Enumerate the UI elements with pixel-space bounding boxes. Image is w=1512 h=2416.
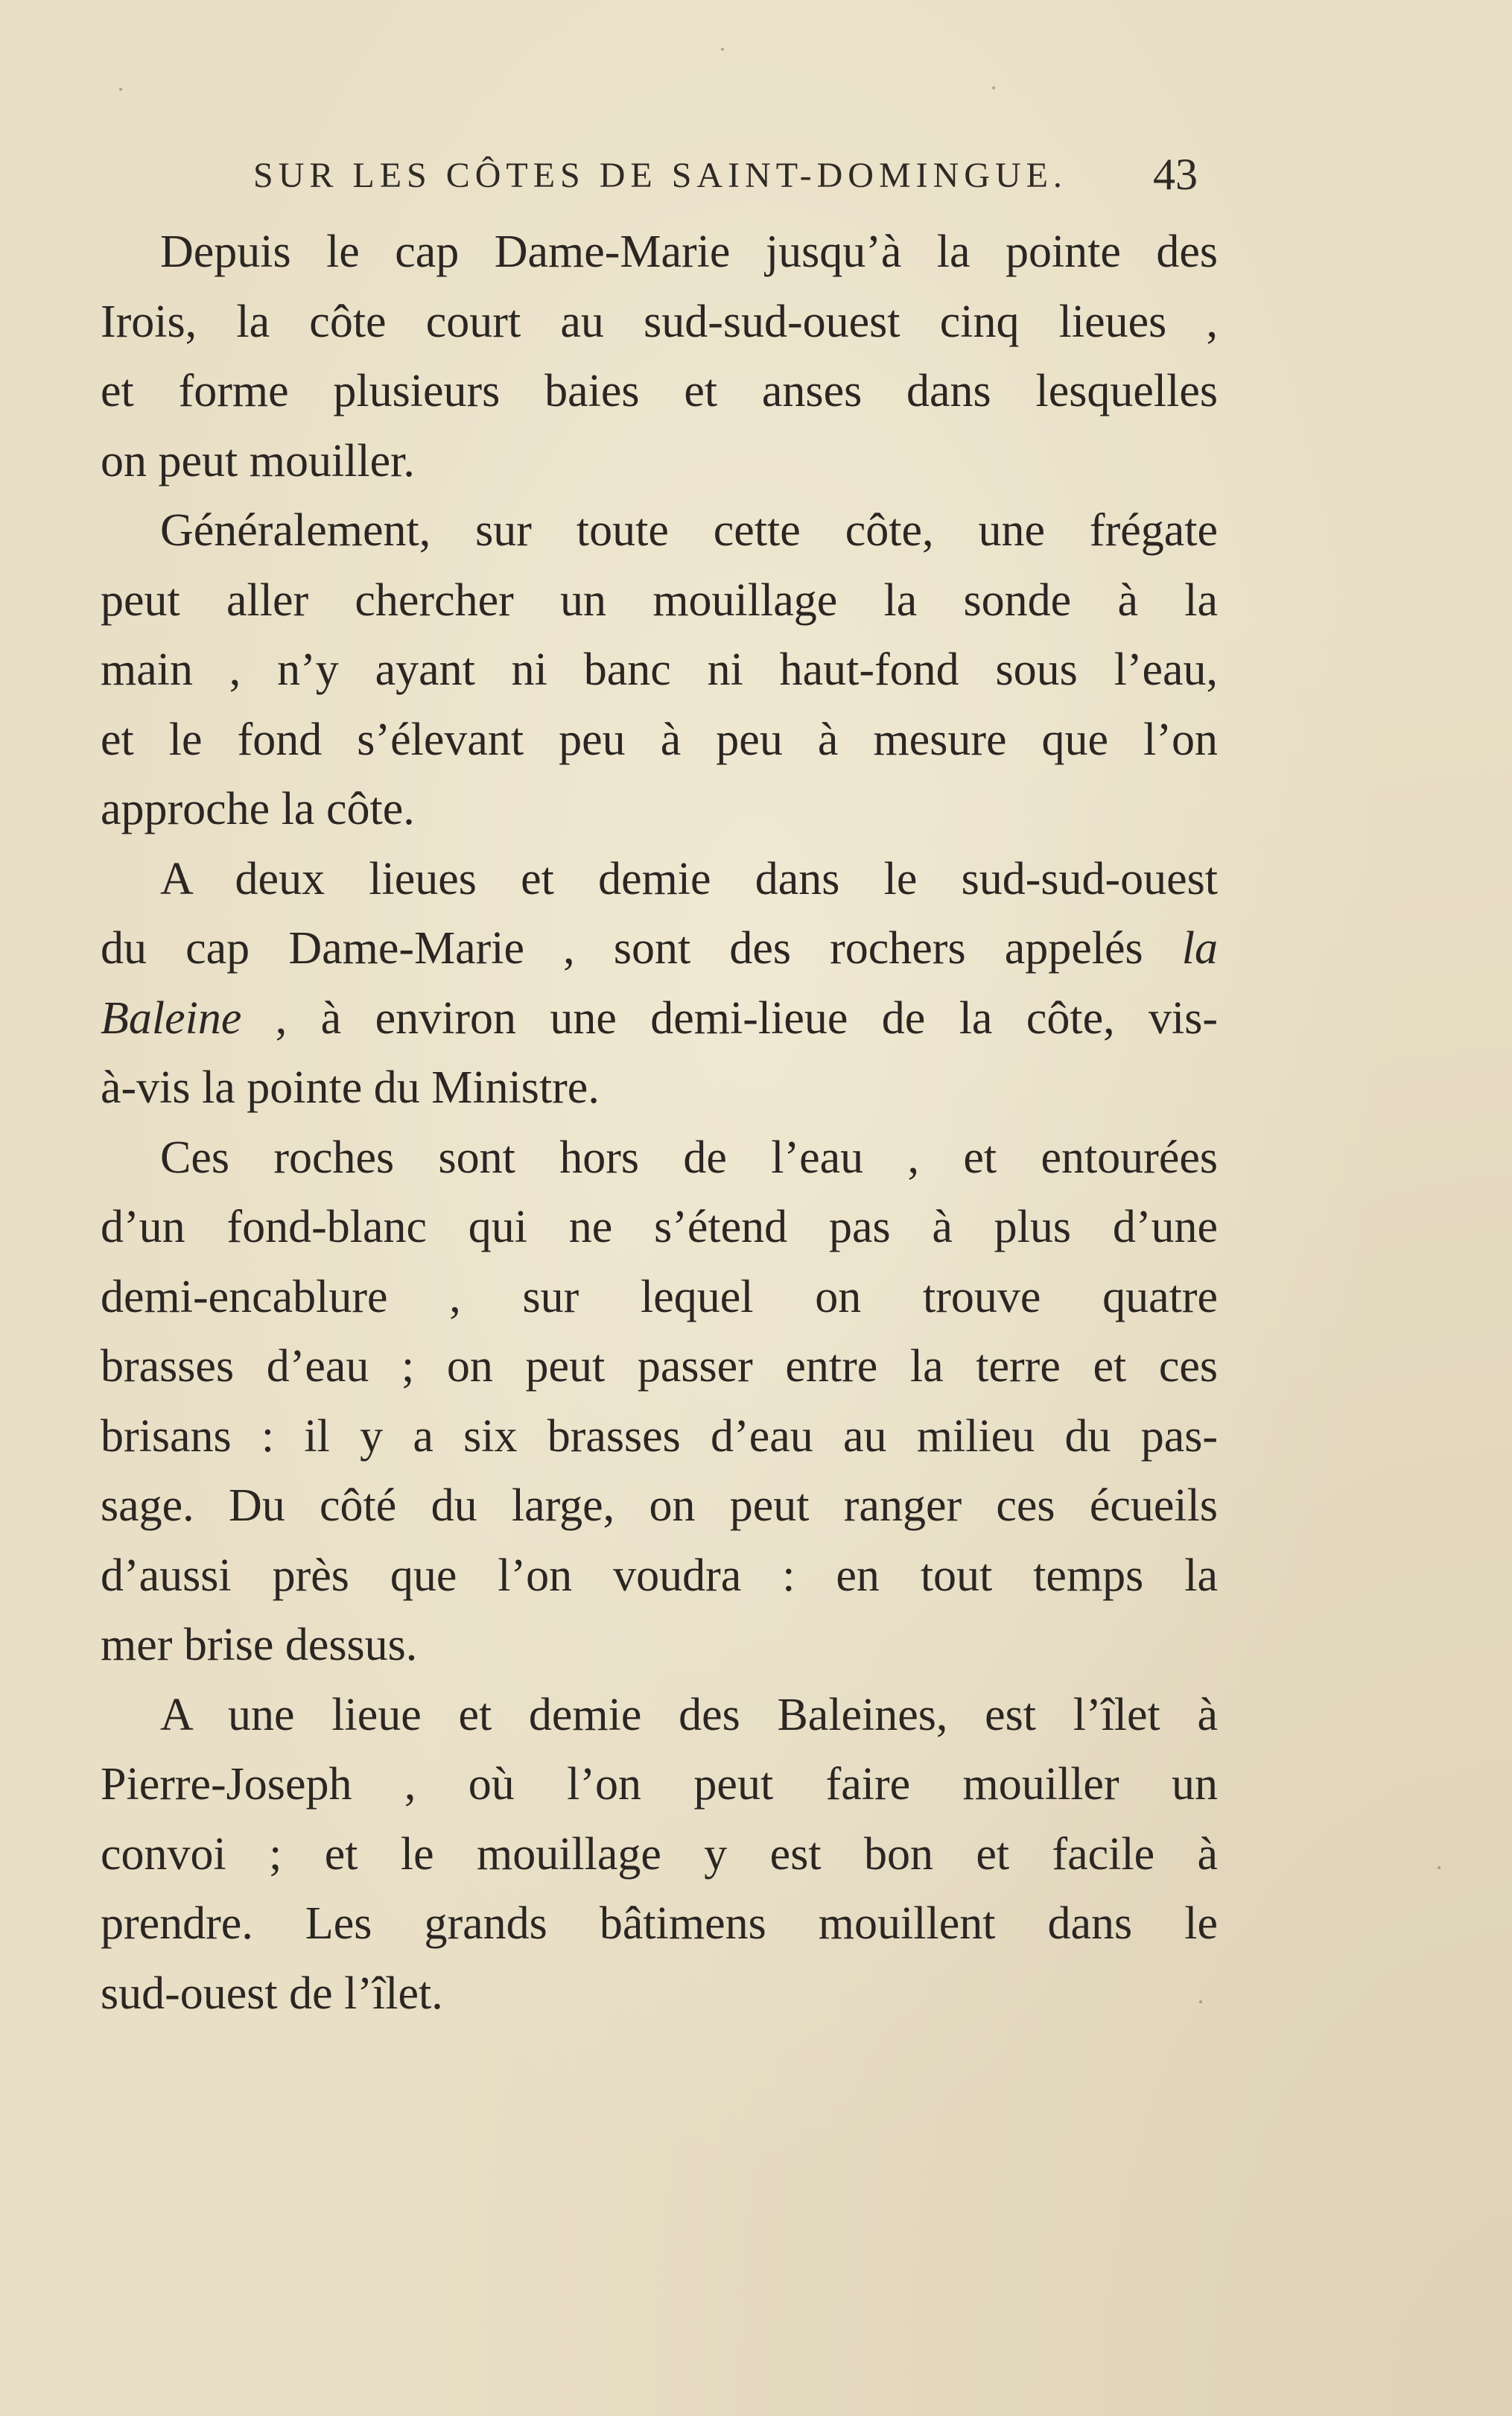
text-segment: , à environ une demi-lieue de la côte, vis-	[241, 992, 1218, 1044]
body-text	[101, 218, 1218, 2029]
paper-speck	[1199, 2000, 1202, 2003]
paragraph-2	[101, 496, 1218, 845]
running-title: SUR LES CÔTES DE SAINT-DOMINGUE.	[253, 156, 1067, 195]
paper-speck	[721, 48, 724, 51]
italic-text: Baleine	[101, 992, 242, 1044]
text-line: peut aller chercher un mouillage la sonde à la	[101, 574, 1218, 626]
text-line: Généralement, sur toute cette côte, une frégate	[160, 505, 1218, 556]
text-line: demi-encablure , sur lequel on trouve quatre	[101, 1271, 1218, 1322]
paragraph-5	[101, 1681, 1218, 2029]
text-line: main , n’y ayant ni banc ni haut-fond sous l’eau,	[101, 644, 1218, 695]
text-line: Pierre-Joseph , où l’on peut faire mouiller un	[101, 1759, 1218, 1810]
text-line: brisans : il y a six brasses d’eau au milieu du pas-	[101, 1410, 1218, 1462]
text-line	[101, 984, 1218, 1054]
text-line: à-vis la pointe du Ministre.	[101, 1062, 600, 1113]
text-line: A une lieue et demie des Baleines, est l’îlet à	[160, 1689, 1218, 1740]
text-line: prendre. Les grands bâtimens mouillent dans le	[101, 1898, 1218, 1949]
text-line: d’un fond-blanc qui ne s’étend pas à plus d’une	[101, 1202, 1218, 1252]
text-line	[101, 914, 1218, 984]
text-line: Depuis le cap Dame-Marie jusqu’à la pointe des	[160, 226, 1218, 277]
text-line: brasses d’eau ; on peut passer entre la terre et ces	[101, 1341, 1218, 1392]
text-line: et le fond s’élevant peu à peu à mesure que l’on	[101, 714, 1218, 765]
italic-text: la	[1181, 923, 1218, 974]
text-line: on peut mouiller.	[101, 435, 415, 486]
paragraph-1	[101, 218, 1218, 496]
text-line: sage. Du côté du large, on peut ranger ces écueils	[101, 1480, 1218, 1531]
page-number: 43	[1153, 150, 1198, 199]
text-line: mer brise dessus.	[101, 1620, 418, 1670]
text-line: A deux lieues et demie dans le sud-sud-ouest	[160, 853, 1218, 904]
paper-speck	[992, 86, 995, 89]
paper-speck	[119, 88, 122, 91]
text-line: Ces roches sont hors de l’eau , et entourées	[160, 1132, 1218, 1183]
paper-speck	[1438, 1866, 1440, 1869]
text-line: convoi ; et le mouillage y est bon et facile à	[101, 1828, 1218, 1880]
text-segment: du cap Dame-Marie , sont des rochers appelés	[101, 923, 1182, 974]
text-line: d’aussi près que l’on voudra : en tout temps la	[101, 1550, 1218, 1601]
text-line: et forme plusieurs baies et anses dans lesquelles	[101, 366, 1218, 416]
paragraph-4	[101, 1123, 1218, 1681]
text-line: Irois, la côte court au sud-sud-ouest cinq lieues ,	[101, 296, 1218, 347]
paragraph-3	[101, 845, 1218, 1123]
text-line: approche la côte.	[101, 784, 415, 834]
text-line: sud-ouest de l’îlet.	[101, 1968, 443, 2019]
